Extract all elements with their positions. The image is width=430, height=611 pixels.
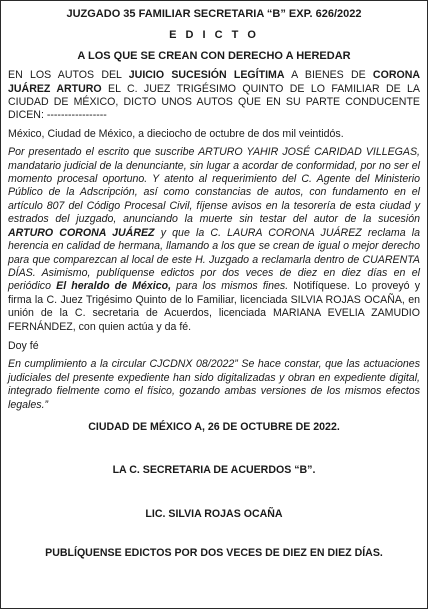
intro-text-1: EN LOS AUTOS DEL (8, 69, 129, 82)
secretary-title: LA C. SECRETARIA DE ACUERDOS “B”. (112, 464, 316, 477)
signer-name: LIC. SILVIA ROJAS OCAÑA (145, 507, 283, 520)
body-text-4: Notifíquese. Lo proveyó y firma la C. Juez Trigésimo Quinto de lo Familiar, licenciada SILVIA ROJAS OCAÑA, en unión de la C. secretaria de Acuerdos, licenciada MARIANA EVELIA ZAMUDIO FERNÁNDEZ, con quien actúa y da fé. (8, 280, 421, 333)
publish-note: PUBLÍQUENSE EDICTOS POR DOS VECES DE DIEZ EN DIEZ DÍAS. (45, 547, 383, 560)
juicio-type: JUICIO SUCESIÓN LEGÍTIMA (128, 69, 285, 82)
intro-text-2: A BIENES DE (284, 69, 373, 82)
body-decedent-name: ARTURO CORONA JUÁREZ (8, 226, 155, 239)
body-text-3: para los mismos fines. (171, 280, 289, 293)
body-text-2: y que la C. LAURA CORONA JUÁREZ reclama la herencia en calidad de hermana, llamando a los que se crean de igual o mejor derecho para que comparezcan al local de este H. Juzgado a reclamarla dentro de CUARENTA DÍAS. Asimismo, publíquense edictos por dos veces de diez en diez días en el periódico (8, 226, 420, 293)
body-text-1: Por presentado el escrito que suscribe ARTURO YAHIR JOSÉ CARIDAD VILLEGAS, mandatario judicial de la denunciante, sin lugar a acordar de conformidad, por no ser el momento procesal oportuno. Y atento al requerimiento del C. Agente del Ministerio Público de la Adscripción, así como constancias de autos, con fundamento en el artículo 807 del Código Procesal Civil, fíjense avisos en la tesorería de esta ciudad y estrados del juzgado, anunciando la muerte sin testar del autor de la sucesión (8, 146, 420, 226)
court-header: JUZGADO 35 FAMILIAR SECRETARIA “B” EXP. 626/2022 (66, 8, 362, 20)
city-date: CIUDAD DE MÉXICO A, 26 DE OCTUBRE DE 2022. (88, 420, 340, 433)
intro-text-3: EL C. JUEZ TRIGÉSIMO QUINTO DE LO FAMILIAR DE LA CIUDAD DE MÉXICO, DICTO UNOS AUTOS QUE EN SU PARTE CONDUCENTE DICEN: ----------------- (8, 82, 420, 122)
edicto-heading: E D I C T O (169, 29, 259, 42)
newspaper-name: El heraldo de México, (56, 280, 172, 293)
decree-date: México, Ciudad de México, a dieciocho de octubre de dos mil veintidós. (8, 127, 344, 140)
notice-subtitle: A LOS QUE SE CREAN CON DERECHO A HEREDAR (77, 49, 351, 62)
decree-body (8, 146, 420, 334)
decedent-name: CORONA JUÁREZ ARTURO (8, 69, 421, 95)
doy-fe: Doy fé (8, 339, 39, 352)
circular-note: En cumplimiento a la circular CJCDNX 08/2022” Se hace constar, que las actuaciones judiciales del presente expediente han sido digitalizadas y obran en expediente digital, integrado fielmente como el físico, gozando ambas versiones de los mismos efectos legales.” (8, 358, 420, 411)
intro-paragraph (8, 69, 420, 123)
